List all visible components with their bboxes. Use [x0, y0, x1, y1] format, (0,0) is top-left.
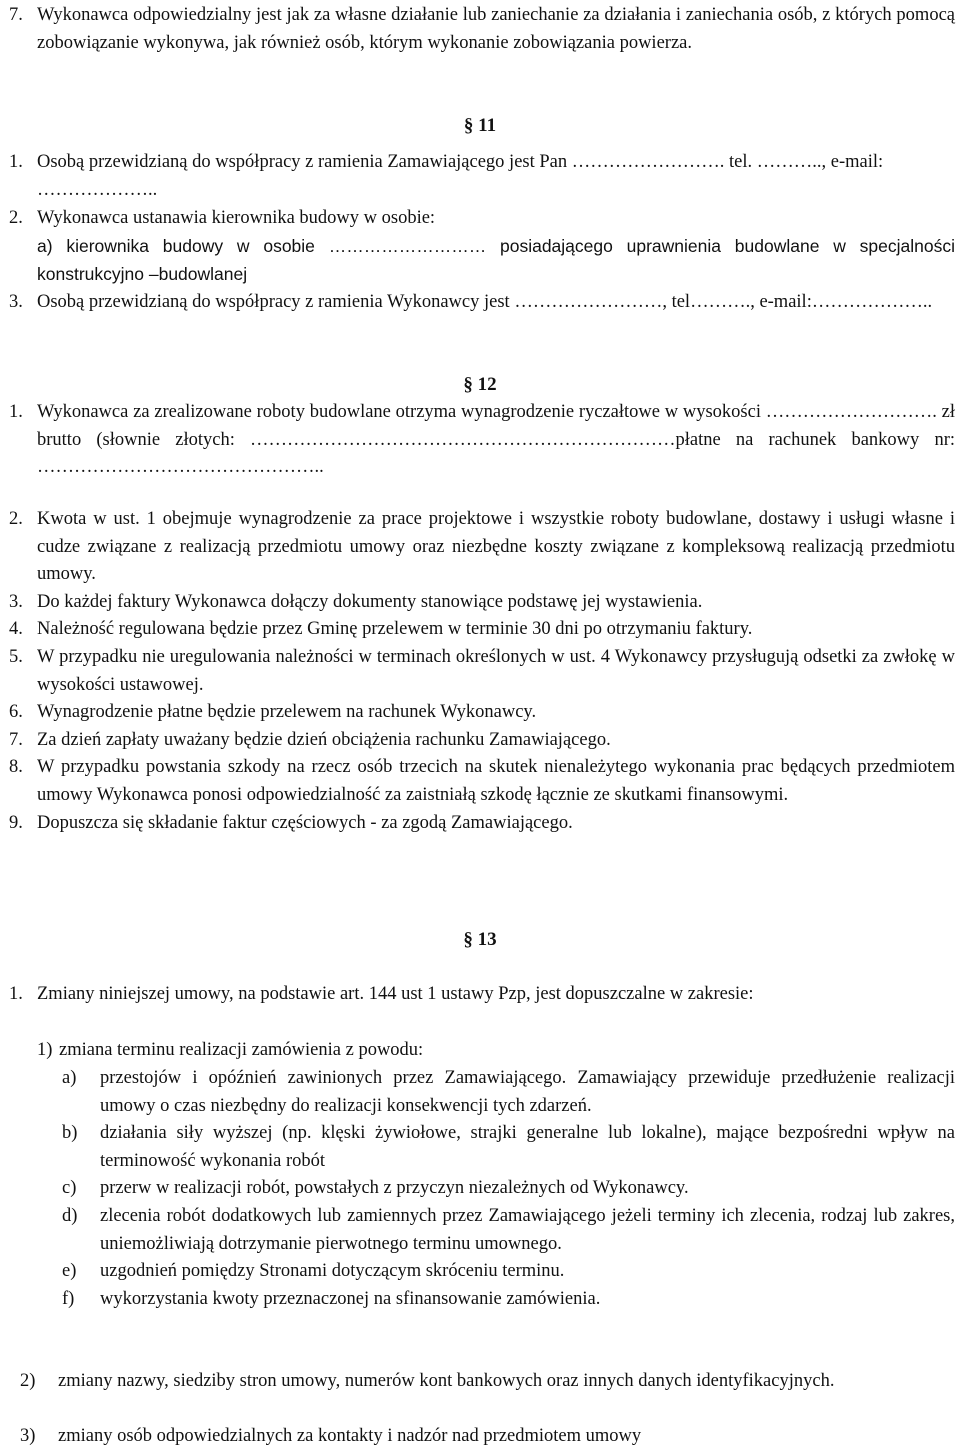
list-item-number: 9. — [9, 812, 23, 833]
list-item — [9, 754, 955, 809]
list-item-text: W przypadku nie uregulowania należności w terminach określonych w ust. 4 Wykonawcy przysługują odsetki za zwłokę w wysokości ustawowej. — [37, 646, 955, 695]
list-item-number: 5. — [9, 646, 23, 667]
letter-item-text: przestojów i opóźnień zawinionych przez Zamawiającego. Zamawiający przewiduje przedłużenie realizacji umowy o czas niezbędny do realizacji konsekwencji tych zdarzeń. — [100, 1068, 955, 1116]
letter-item-text: działania siły wyższej (np. klęski żywiołowe, strajki generalne lub lokalne), mające bezpośredni wpływ na terminowość wykonania robót — [100, 1123, 955, 1171]
list-item-text: Dopuszcza się składanie faktur częściowych - za zgodą Zamawiającego. — [37, 812, 573, 833]
paragraph-7 — [9, 2, 955, 57]
s12-list — [9, 506, 955, 837]
list-item-number: 2. — [9, 509, 23, 529]
s13-subpoint-2 — [20, 1368, 955, 1396]
letter-item-text: przerw w realizacji robót, powstałych z przyczyn niezależnych od Wykonawcy. — [100, 1178, 689, 1199]
s13-subpoint-3 — [20, 1423, 955, 1451]
letter-item-label: d) — [62, 1205, 78, 1226]
list-item — [9, 699, 955, 727]
letter-item — [62, 1286, 955, 1314]
list-item-number: 7. — [9, 729, 23, 750]
list-item-text: W przypadku powstania szkody na rzecz osób trzecich na skutek nienależytego wykonania prac będących przedmiotem umowy Wykonawca ponosi odpowiedzialność za zaistniałą szkodę łącznie ze skutkami finansowymi. — [37, 757, 955, 805]
list-item-number: 3. — [9, 591, 23, 612]
letter-item — [62, 1203, 955, 1258]
list-item — [9, 644, 955, 699]
list-item — [9, 810, 955, 838]
list-item — [9, 727, 955, 755]
paragraph-text: Wykonawca ustanawia kierownika budowy w osobie: — [37, 208, 436, 228]
letter-item-text: uzgodnień pomiędzy Stronami dotyczącym skróceniu terminu. — [100, 1261, 565, 1282]
letter-item-label: f) — [62, 1288, 75, 1309]
paragraph-text: Wykonawca za zrealizowane roboty budowlane otrzyma wynagrodzenie ryczałtowe w wysokości ………………………. zł brutto (słownie złotych: ……………………………………………………………płatne na rachunek bankowy nr: ……………………………………….. — [37, 402, 955, 478]
paragraph-number: 2. — [9, 208, 23, 228]
s13-paragraph-1 — [9, 981, 955, 1009]
list-item-text: Za dzień zapłaty uważany będzie dzień obciążenia rachunku Zamawiającego. — [37, 729, 611, 750]
s11-paragraph-1 — [9, 149, 955, 204]
paragraph-number: 1. — [9, 152, 23, 172]
letter-item-text: wykorzystania kwoty przeznaczonej na sfinansowanie zamówienia. — [100, 1288, 601, 1309]
list-item-text: Do każdej faktury Wykonawca dołączy dokumenty stanowiące podstawę jej wystawienia. — [37, 591, 703, 612]
letter-item — [62, 1175, 955, 1203]
subpoint-number: 2) — [20, 1371, 36, 1391]
list-item-text: Wynagrodzenie płatne będzie przelewem na rachunek Wykonawcy. — [37, 702, 537, 723]
list-item — [9, 506, 955, 589]
letter-item — [62, 1120, 955, 1175]
s11-paragraph-2 — [9, 205, 955, 233]
paragraph-number: 7. — [9, 5, 23, 25]
list-item-number: 8. — [9, 757, 23, 778]
s11-paragraph-2a: a) kierownika budowy w osobie ……………………… posiadającego uprawnienia budowlane w specjalności konstrukcyjno –budowlanej — [37, 236, 955, 284]
letter-item-label: a) — [62, 1068, 77, 1088]
list-item-text: Należność regulowana będzie przez Gminę przelewem w terminie 30 dni po otrzymaniu faktury. — [37, 619, 753, 640]
subpoint-text: zmiana terminu realizacji zamówienia z powodu: — [59, 1040, 424, 1060]
subpoint-number: 3) — [20, 1426, 36, 1446]
section-heading-13: § 13 — [463, 929, 497, 950]
paragraph-number: 1. — [9, 402, 23, 422]
list-item — [9, 616, 955, 644]
paragraph-number: 1. — [9, 984, 23, 1004]
s13-subpoint-1 — [37, 1037, 955, 1065]
section-heading-12: § 12 — [463, 374, 497, 395]
letter-item-label: e) — [62, 1261, 77, 1282]
list-item-text: Kwota w ust. 1 obejmuje wynagrodzenie za prace projektowe i wszystkie roboty budowlane, dostawy i usługi własne i cudze związane z realizacją przedmiotu umowy oraz niezbędne koszty związane z kompleksową realizacją przedmiotu umowy. — [37, 509, 955, 585]
paragraph-number: 3. — [9, 292, 23, 312]
paragraph-text: Wykonawca odpowiedzialny jest jak za własne działanie lub zaniechanie za działania i zaniechania osób, z których pomocą zobowiązanie wykonywa, jak również osób, którym wykonanie zobowiązania powierza. — [37, 5, 955, 53]
section-heading-11: § 11 — [463, 115, 497, 136]
letter-item-label: c) — [62, 1178, 77, 1199]
letter-item-text: zlecenia robót dodatkowych lub zamiennych przez Zamawiającego jeżeli terminy ich zlecenia, rodzaj lub zakres, uniemożliwiają dotrzymanie pierwotnego terminu umownego. — [100, 1205, 955, 1254]
subpoint-text: zmiany nazwy, siedziby stron umowy, numerów kont bankowych oraz innych danych identyfikacyjnych. — [58, 1371, 835, 1391]
letter-item — [62, 1065, 955, 1120]
paragraph-text: Osobą przewidzianą do współpracy z ramienia Wykonawcy jest ……………………, tel………., e-mail:……………….. — [37, 292, 933, 312]
list-item-number: 4. — [9, 619, 23, 640]
s12-paragraph-1 — [9, 399, 955, 482]
s13-letter-list — [62, 1065, 955, 1313]
paragraph-text: Zmiany niniejszej umowy, na podstawie art. 144 ust 1 ustawy Pzp, jest dopuszczalne w zakresie: — [37, 984, 754, 1004]
subpoint-text: zmiany osób odpowiedzialnych za kontakty i nadzór nad przedmiotem umowy — [58, 1426, 642, 1446]
paragraph-text: Osobą przewidzianą do współpracy z ramienia Zamawiającego jest Pan ……………………. tel. ……….., e-mail: ……………….. — [37, 152, 884, 200]
list-item-number: 6. — [9, 702, 23, 723]
s11-paragraph-3 — [9, 289, 955, 317]
list-item — [9, 589, 955, 617]
letter-item — [62, 1258, 955, 1286]
letter-item-label: b) — [62, 1123, 78, 1144]
subpoint-number: 1) — [37, 1040, 53, 1060]
